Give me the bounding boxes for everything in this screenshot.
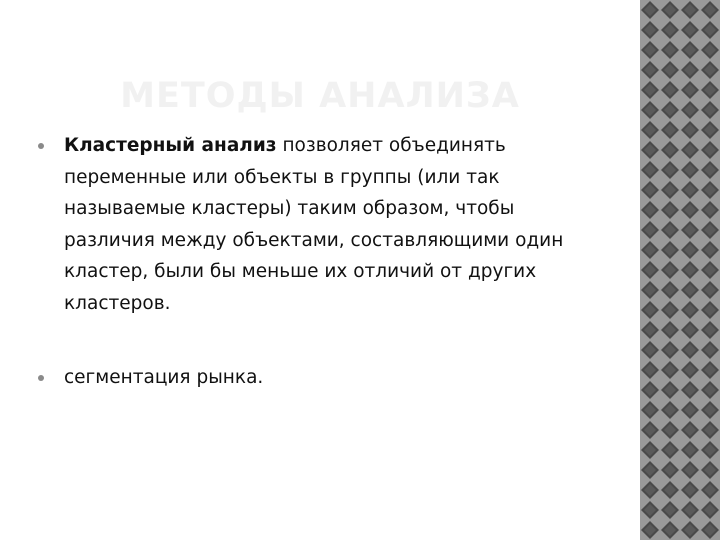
slide-title: МЕТОДЫ АНАЛИЗА <box>120 76 520 116</box>
bullet-text: позволяет объединять переменные или объекты в группы (или так называемые кластеры) таким образом, чтобы различия между объектами, составляющими один кластер, были бы меньше их отличий от других кластеров. <box>64 135 564 314</box>
decorative-pattern-band <box>640 0 720 540</box>
bullet-text: сегментация рынка. <box>64 367 264 388</box>
bullet-icon <box>38 375 44 381</box>
bullet-icon <box>38 143 44 149</box>
bullet-list <box>36 130 596 394</box>
bullet-term: Кластерный анализ <box>64 135 277 156</box>
bullet-item-market-segmentation <box>36 362 596 394</box>
bullet-item-cluster-analysis <box>36 130 596 319</box>
